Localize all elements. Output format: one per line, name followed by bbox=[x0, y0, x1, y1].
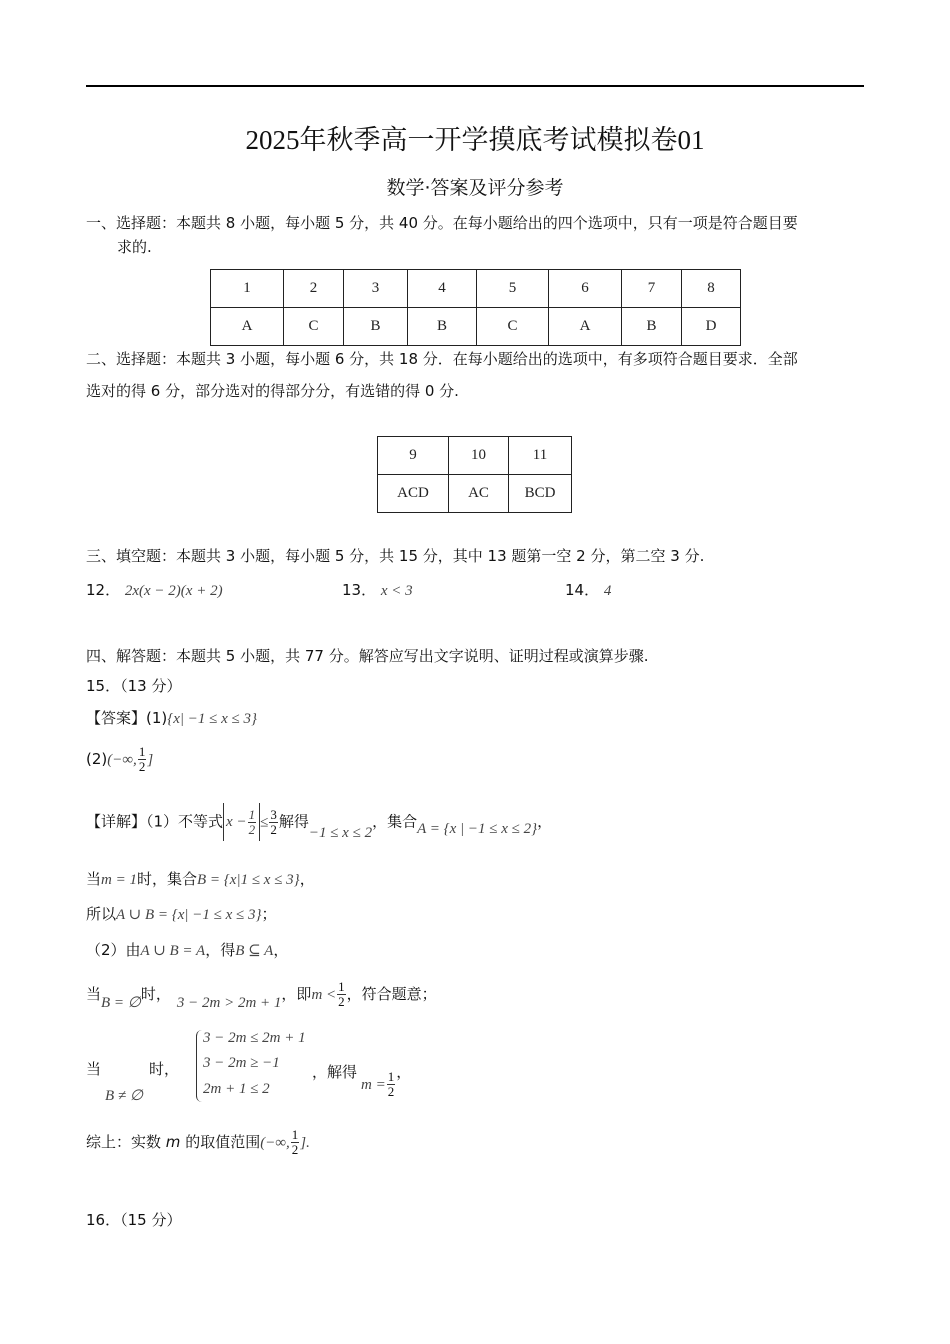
table2-answer-cell: BCD bbox=[509, 475, 572, 513]
q15-nonempty-label-a: 当 bbox=[86, 1060, 102, 1078]
section4-line: 四、解答题：本题共 5 小题，共 77 分。解答应写出文字说明、证明过程或演算步骤. bbox=[86, 647, 649, 665]
table1-number-cell: 3 bbox=[344, 270, 408, 308]
answer1-expr: {x| −1 ≤ x ≤ 3} bbox=[167, 711, 258, 727]
fill-q13 bbox=[342, 579, 413, 600]
table1-number-cell: 1 bbox=[211, 270, 284, 308]
table1-answer-cell: B bbox=[344, 308, 408, 346]
fill-q14 bbox=[565, 579, 611, 600]
table1-number-cell: 7 bbox=[622, 270, 682, 308]
table1-answer-cell: A bbox=[549, 308, 622, 346]
section2-line1: 二、选择题：本题共 3 小题，每小题 6 分，共 18 分．在每小题给出的选项中，有多项符合题目要求．全部 bbox=[86, 350, 798, 368]
table1-answer-cell: B bbox=[622, 308, 682, 346]
detail-label: 【详解】（1）不等式 bbox=[86, 812, 224, 831]
table1-answer-cell: A bbox=[211, 308, 284, 346]
q12-answer: 2x(x − 2)(x + 2) bbox=[124, 583, 223, 599]
system-row-2: 3 − 2m ≥ −1 bbox=[203, 1055, 280, 1071]
q15-answer-line2 bbox=[86, 745, 153, 774]
q15-union-line: 所以A ∪ B = {x| −1 ≤ x ≤ 3}； bbox=[86, 905, 277, 923]
table1-answer-row bbox=[211, 308, 741, 346]
answer-table-1 bbox=[210, 269, 741, 346]
table1-answer-cell: B bbox=[408, 308, 477, 346]
answer2-right: ] bbox=[147, 752, 154, 768]
table2-answer-cell: AC bbox=[449, 475, 509, 513]
q12-label: 12． bbox=[86, 581, 121, 599]
section1-line1: 一、选择题：本题共 8 小题，每小题 5 分，共 40 分。在每小题给出的四个选项中，只有一项是符合题目要 bbox=[86, 214, 798, 232]
solve-result: −1 ≤ x ≤ 2 bbox=[308, 824, 373, 841]
table1-number-row bbox=[211, 270, 741, 308]
q15-m1-line: 当m = 1时，集合B = {x|1 ≤ x ≤ 3}， bbox=[86, 870, 315, 888]
abs-value-expr: x − $\frac{1}{2}$ bbox=[223, 803, 260, 841]
q15-nonempty-cond: B ≠ ∅ bbox=[105, 1088, 143, 1104]
table1-answer-cell: C bbox=[284, 308, 344, 346]
q15-answer-line1 bbox=[86, 707, 257, 728]
q15-header: 15．（13 分） bbox=[86, 677, 182, 695]
system-row-3: 2m + 1 ≤ 2 bbox=[203, 1081, 270, 1097]
table1-answer-cell: C bbox=[477, 308, 549, 346]
set-a: A = {x | −1 ≤ x ≤ 2} bbox=[417, 820, 538, 837]
table2-number-row bbox=[378, 437, 572, 475]
table1-number-cell: 4 bbox=[408, 270, 477, 308]
answer-label: 【答案】(1) bbox=[86, 709, 168, 727]
q15-detail-line: 【详解】（1）不等式 x − $\frac{1}{2}$ ≤ $\frac{3}{2}$ 解得−1 ≤ x ≤ 2，集合A = {x | −1 ≤ x ≤ 2}， bbox=[86, 803, 552, 841]
table2-answer-cell: ACD bbox=[378, 475, 449, 513]
table1-number-cell: 2 bbox=[284, 270, 344, 308]
answer2-label: (2) bbox=[86, 750, 108, 768]
q13-answer: x < 3 bbox=[380, 583, 413, 599]
table1-answer-cell: D bbox=[682, 308, 741, 346]
table1-number-cell: 5 bbox=[477, 270, 549, 308]
q13-label: 13． bbox=[342, 581, 377, 599]
page-subtitle: 数学·答案及评分参考 bbox=[386, 177, 564, 199]
q15-empty-line: 当B = ∅时， 3 − 2m > 2m + 1，即m < $\frac{1}{2}$ ，符合题意； bbox=[86, 979, 437, 1011]
fill-q12 bbox=[86, 579, 223, 600]
table1-number-cell: 8 bbox=[682, 270, 741, 308]
q15-nonempty-label-b: 时， bbox=[149, 1060, 180, 1078]
q15-summary-line: 综上：实数 m 的取值范围(−∞, $\frac{1}{2}$ ]. bbox=[86, 1127, 310, 1157]
table2-answer-row bbox=[378, 475, 572, 513]
q15-part2-line: （2）由A ∪ B = A，得B ⊆ A， bbox=[86, 941, 289, 959]
answer-table-2 bbox=[377, 436, 572, 513]
half-fraction: $\frac{1}{2}$ bbox=[138, 744, 146, 774]
answer2-left: (−∞, bbox=[107, 752, 137, 768]
table2-number-cell: 10 bbox=[449, 437, 509, 475]
section1-line2: 求的. bbox=[117, 238, 152, 256]
three-halves: $\frac{3}{2}$ bbox=[270, 806, 277, 837]
q15-nonempty-solve: ，解得m = $\frac{1}{2}$ ， bbox=[312, 1063, 412, 1099]
table2-number-cell: 9 bbox=[378, 437, 449, 475]
table2-number-cell: 11 bbox=[509, 437, 572, 475]
q16-header: 16．（15 分） bbox=[86, 1211, 182, 1229]
page-title: 2025年秋季高一开学摸底考试模拟卷01 bbox=[245, 125, 705, 155]
top-rule bbox=[86, 85, 864, 87]
section2-line2: 选对的得 6 分，部分选对的得部分分，有选错的得 0 分. bbox=[86, 382, 459, 400]
q14-answer: 4 bbox=[603, 583, 612, 599]
q14-label: 14． bbox=[565, 581, 600, 599]
table1-number-cell: 6 bbox=[549, 270, 622, 308]
section3-line: 三、填空题：本题共 3 小题，每小题 5 分，共 15 分，其中 13 题第一空 2 分，第二空 3 分. bbox=[86, 547, 705, 565]
system-row-1: 3 − 2m ≤ 2m + 1 bbox=[203, 1030, 306, 1046]
